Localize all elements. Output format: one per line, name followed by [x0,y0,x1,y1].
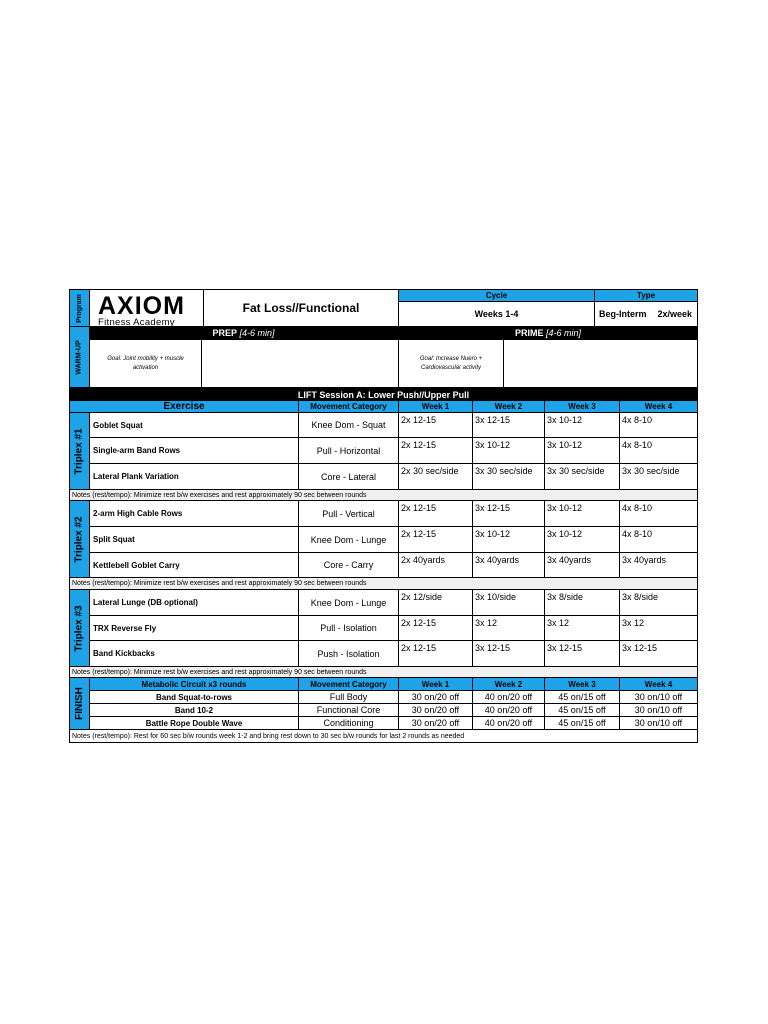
circuit-exercise: Battle Rope Double Wave [89,716,299,730]
exercise-name: Band Kickbacks [89,640,299,667]
week3-prescription: 3x 10-12 [544,500,620,527]
circuit-week3: 45 on/15 off [544,716,620,730]
type-value [594,301,698,327]
circuit-week1: 30 on/20 off [398,703,473,717]
triplex-1-notes: Notes (rest/tempo): Minimize rest b/w exercises and rest approximately 90 sec between rounds [69,489,698,501]
circuit-title: Metabolic Circuit x3 rounds [89,677,299,691]
week1-prescription: 2x 12-15 [398,526,473,553]
week3-prescription: 3x 40yards [544,552,620,578]
week4-prescription: 4x 8-10 [619,526,698,553]
prep-empty-cell [201,339,399,388]
circuit-exercise: Band 10-2 [89,703,299,717]
cycle-value: Weeks 1-4 [398,301,595,327]
week1-prescription: 2x 12-15 [398,615,473,641]
week1-prescription: 2x 12/side [398,589,473,616]
prime-empty-cell [503,339,698,388]
circuit-week2: 40 on/20 off [472,690,545,704]
movement-category: Pull - Horizontal [298,437,399,464]
week1-prescription: 2x 12-15 [398,500,473,527]
finish-week1-header: Week 1 [398,677,473,691]
week2-prescription: 3x 12-15 [472,640,545,667]
type-header: Type [594,289,698,302]
week1-col-header: Week 1 [398,400,473,413]
week1-prescription: 2x 40yards [398,552,473,578]
week2-prescription: 3x 12-15 [472,500,545,527]
week4-prescription: 3x 30 sec/side [619,463,698,490]
warmup-label: WARM-UP [76,339,83,375]
week3-prescription: 3x 10-12 [544,526,620,553]
week3-prescription: 3x 10-12 [544,412,620,438]
movement-category: Core - Lateral [298,463,399,490]
finish-label-cell [69,677,90,730]
page-title: Fat Loss//Functional [203,289,399,327]
week4-prescription: 3x 12-15 [619,640,698,667]
triplex-2-notes: Notes (rest/tempo): Minimize rest b/w exercises and rest approximately 90 sec between rounds [69,577,698,590]
exercise-name: Kettlebell Goblet Carry [89,552,299,578]
circuit-week3: 45 on/15 off [544,690,620,704]
exercise-name: 2-arm High Cable Rows [89,500,299,527]
week1-prescription: 2x 12-15 [398,412,473,438]
week2-prescription: 3x 12-15 [472,412,545,438]
week4-prescription: 3x 12 [619,615,698,641]
movement-category: Pull - Vertical [298,500,399,527]
movement-category: Knee Dom - Squat [298,412,399,438]
circuit-week4: 30 on/10 off [619,716,698,730]
week2-prescription: 3x 10/side [472,589,545,616]
week3-prescription: 3x 8/side [544,589,620,616]
week3-prescription: 3x 12 [544,615,620,641]
circuit-week2: 40 on/20 off [472,703,545,717]
circuit-week4: 30 on/10 off [619,690,698,704]
week4-prescription: 3x 40yards [619,552,698,578]
week1-prescription: 2x 30 sec/side [398,463,473,490]
movement-category: Knee Dom - Lunge [298,589,399,616]
prep-goal: Goal: Joint mobility + muscle activation [107,355,184,371]
circuit-week1: 30 on/20 off [398,716,473,730]
week4-prescription: 4x 8-10 [619,437,698,464]
cycle-header: Cycle [398,289,595,302]
week4-prescription: 4x 8-10 [619,500,698,527]
prime-goal: Goal: Increase Nuero + Cardiovascular activity [419,355,483,371]
triplex-1-label: Triplex #1 [74,427,86,475]
week4-prescription: 3x 8/side [619,589,698,616]
prep-label: PREP [212,328,237,338]
week2-prescription: 3x 10-12 [472,526,545,553]
triplex-2-label: Triplex #2 [74,515,86,563]
exercise-name: Single-arm Band Rows [89,437,299,464]
circuit-exercise: Band Squat-to-rows [89,690,299,704]
prime-goal-cell [398,339,504,388]
week3-col-header: Week 3 [544,400,620,413]
week2-prescription: 3x 30 sec/side [472,463,545,490]
workout-sheet [69,289,698,743]
circuit-category: Functional Core [298,703,399,717]
movement-category: Core - Carry [298,552,399,578]
finish-category-header: Movement Category [298,677,399,691]
triplex-3-notes: Notes (rest/tempo): Minimize rest b/w exercises and rest approximately 90 sec between rounds [69,666,698,678]
session-title: LIFT Session A: Lower Push//Upper Pull [69,388,698,401]
triplex-2-label-cell [69,500,90,578]
circuit-week1: 30 on/20 off [398,690,473,704]
movement-category: Pull - Isolation [298,615,399,641]
logo [89,289,204,327]
circuit-category: Full Body [298,690,399,704]
circuit-category: Conditioning [298,716,399,730]
prep-header [89,326,398,340]
type-frequency: 2x/week [657,309,692,319]
week1-prescription: 2x 12-15 [398,640,473,667]
exercise-name: Lateral Lunge (DB optional) [89,589,299,616]
finish-week2-header: Week 2 [472,677,545,691]
finish-label: FINISH [74,687,85,720]
type-level: Beg-Interm [599,309,647,319]
program-side-label [69,289,90,327]
category-col-header: Movement Category [298,400,399,413]
prep-time: [4-6 min] [239,328,275,338]
exercise-name: Goblet Squat [89,412,299,438]
week4-col-header: Week 4 [619,400,698,413]
finish-week3-header: Week 3 [544,677,620,691]
triplex-3-label-cell [69,589,90,667]
circuit-week3: 45 on/15 off [544,703,620,717]
week3-prescription: 3x 30 sec/side [544,463,620,490]
week1-prescription: 2x 12-15 [398,437,473,464]
week2-col-header: Week 2 [472,400,545,413]
logo-main: AXIOM [98,292,185,320]
circuit-week2: 40 on/20 off [472,716,545,730]
week3-prescription: 3x 12-15 [544,640,620,667]
exercise-col-header: Exercise [69,400,299,413]
week4-prescription: 4x 8-10 [619,412,698,438]
week2-prescription: 3x 12 [472,615,545,641]
finish-week4-header: Week 4 [619,677,698,691]
exercise-name: Split Squat [89,526,299,553]
exercise-name: TRX Reverse Fly [89,615,299,641]
prime-label: PRIME [514,328,544,338]
movement-category: Push - Isolation [298,640,399,667]
week3-prescription: 3x 10-12 [544,437,620,464]
movement-category: Knee Dom - Lunge [298,526,399,553]
week2-prescription: 3x 10-12 [472,437,545,464]
program-label: Program [76,293,84,323]
warmup-side-label [69,326,90,388]
week2-prescription: 3x 40yards [472,552,545,578]
logo-sub: Fitness Academy [98,317,175,327]
exercise-name: Lateral Plank Variation [89,463,299,490]
prime-header [398,326,698,340]
finish-notes: Notes (rest/tempo): Rest for 60 sec b/w rounds week 1-2 and bring rest down to 30 sec b/w rounds for last 2 rounds as needed [69,729,698,743]
prime-time: [4-6 min] [546,328,582,338]
prep-goal-cell [89,339,202,388]
triplex-3-label: Triplex #3 [74,604,86,652]
triplex-1-label-cell [69,412,90,490]
circuit-week4: 30 on/10 off [619,703,698,717]
